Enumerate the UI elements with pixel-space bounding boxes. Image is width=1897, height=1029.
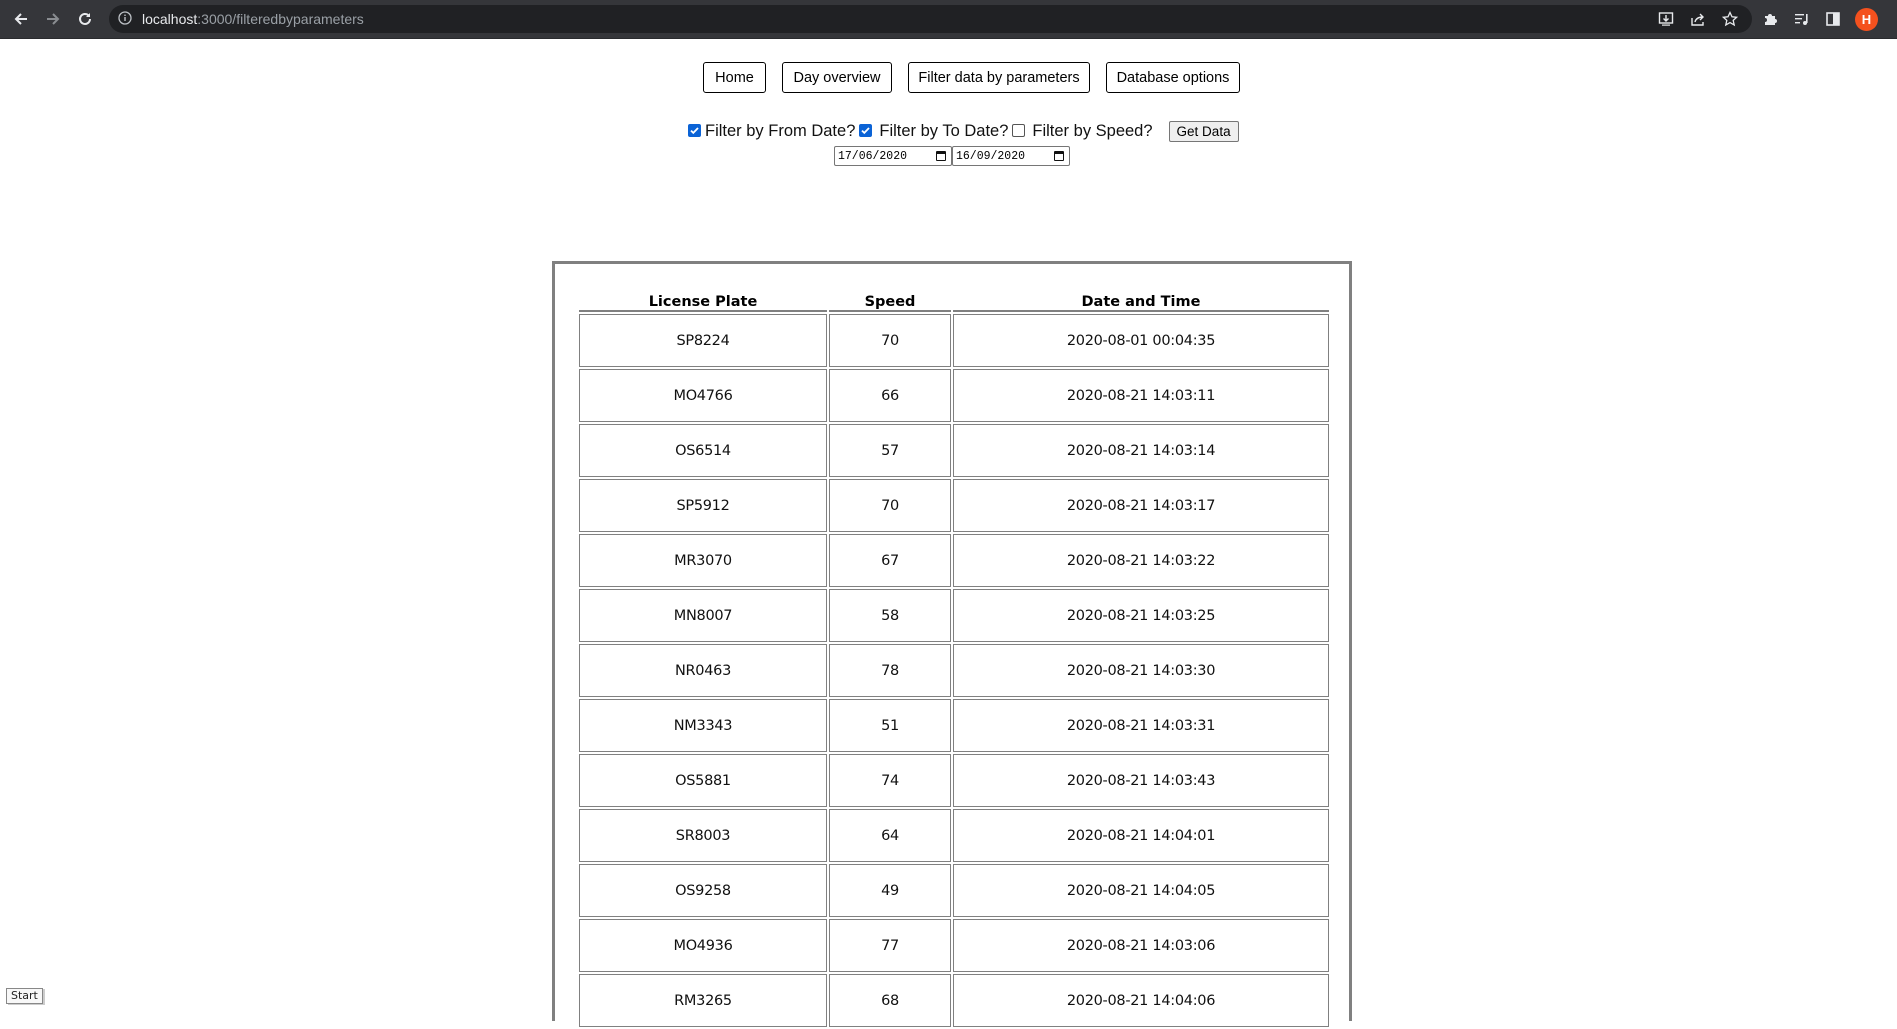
cell-license-plate: MN8007	[579, 589, 827, 642]
browser-toolbar	[0, 0, 1897, 39]
speed-label: Filter by Speed?	[1032, 121, 1153, 140]
table-row	[579, 424, 1329, 477]
table-row	[579, 974, 1329, 1027]
bookmark-star-icon[interactable]	[1719, 8, 1741, 30]
cell-speed: 74	[829, 754, 951, 807]
cell-license-plate: NR0463	[579, 644, 827, 697]
side-panel-icon[interactable]	[1822, 8, 1844, 30]
filter-data-button[interactable]: Filter data by parameters	[908, 62, 1090, 93]
cell-license-plate: OS9258	[579, 864, 827, 917]
cell-date-time: 2020-08-21 14:03:25	[953, 589, 1329, 642]
to-date-checkbox[interactable]	[859, 124, 872, 137]
cell-date-time: 2020-08-21 14:04:05	[953, 864, 1329, 917]
cell-speed: 58	[829, 589, 951, 642]
table-row	[579, 479, 1329, 532]
cell-date-time: 2020-08-21 14:03:06	[953, 919, 1329, 972]
calendar-icon[interactable]	[1054, 151, 1064, 161]
table-row	[579, 919, 1329, 972]
from-date-label: Filter by From Date?	[705, 121, 856, 140]
url-text	[142, 11, 364, 27]
media-control-icon[interactable]	[1791, 8, 1813, 30]
site-info-icon[interactable]	[118, 11, 132, 25]
forward-icon[interactable]	[42, 8, 64, 30]
cell-license-plate: SP5912	[579, 479, 827, 532]
url-path: :3000/filteredbyparameters	[197, 11, 364, 27]
to-date-label: Filter by To Date?	[879, 121, 1009, 140]
cell-license-plate: RM3265	[579, 974, 827, 1027]
to-date-value: 16/09/2020	[956, 149, 1026, 163]
calendar-icon[interactable]	[936, 151, 946, 161]
cell-speed: 77	[829, 919, 951, 972]
cell-speed: 57	[829, 424, 951, 477]
cell-date-time: 2020-08-21 14:03:31	[953, 699, 1329, 752]
table-row	[579, 314, 1329, 367]
status-tooltip: Start	[6, 988, 43, 1004]
cell-speed: 51	[829, 699, 951, 752]
cell-speed: 64	[829, 809, 951, 862]
table-header-row	[579, 288, 1329, 312]
cell-date-time: 2020-08-21 14:03:22	[953, 534, 1329, 587]
cell-speed: 70	[829, 479, 951, 532]
profile-avatar[interactable]: H	[1855, 8, 1878, 31]
cell-speed: 66	[829, 369, 951, 422]
speed-checkbox[interactable]	[1012, 124, 1025, 137]
table-row	[579, 589, 1329, 642]
header-speed: Speed	[829, 288, 951, 312]
cell-date-time: 2020-08-01 00:04:35	[953, 314, 1329, 367]
checkmark-icon	[861, 126, 870, 135]
table-row	[579, 534, 1329, 587]
from-date-input[interactable]	[834, 146, 952, 166]
cell-license-plate: SR8003	[579, 809, 827, 862]
share-icon[interactable]	[1687, 8, 1709, 30]
cell-date-time: 2020-08-21 14:04:06	[953, 974, 1329, 1027]
from-date-checkbox[interactable]	[688, 124, 701, 137]
cell-date-time: 2020-08-21 14:03:30	[953, 644, 1329, 697]
day-overview-button[interactable]: Day overview	[782, 62, 892, 93]
from-date-value: 17/06/2020	[838, 149, 908, 163]
date-inputs	[834, 146, 1070, 166]
page-nav	[0, 62, 1897, 96]
cell-speed: 70	[829, 314, 951, 367]
checkmark-icon	[690, 126, 699, 135]
cell-speed: 67	[829, 534, 951, 587]
cell-speed: 49	[829, 864, 951, 917]
get-data-button[interactable]: Get Data	[1169, 121, 1239, 142]
header-date-time: Date and Time	[953, 288, 1329, 312]
home-button[interactable]: Home	[703, 62, 766, 93]
header-license-plate: License Plate	[579, 288, 827, 312]
cell-date-time: 2020-08-21 14:04:01	[953, 809, 1329, 862]
address-bar[interactable]	[109, 5, 1752, 33]
database-options-button[interactable]: Database options	[1106, 62, 1240, 93]
table-row	[579, 644, 1329, 697]
cell-date-time: 2020-08-21 14:03:43	[953, 754, 1329, 807]
filter-controls	[688, 120, 1239, 142]
cell-speed: 78	[829, 644, 951, 697]
to-date-input[interactable]	[952, 146, 1070, 166]
url-host: localhost	[142, 11, 198, 27]
cell-date-time: 2020-08-21 14:03:14	[953, 424, 1329, 477]
cell-license-plate: OS6514	[579, 424, 827, 477]
cell-license-plate: MO4936	[579, 919, 827, 972]
cell-license-plate: NM3343	[579, 699, 827, 752]
table-row	[579, 809, 1329, 862]
cell-speed: 68	[829, 974, 951, 1027]
results-container	[552, 261, 1352, 1021]
cell-license-plate: MO4766	[579, 369, 827, 422]
table-row	[579, 754, 1329, 807]
back-icon[interactable]	[10, 8, 32, 30]
cell-license-plate: SP8224	[579, 314, 827, 367]
extensions-icon[interactable]	[1759, 8, 1781, 30]
table-row	[579, 699, 1329, 752]
cell-license-plate: MR3070	[579, 534, 827, 587]
cell-date-time: 2020-08-21 14:03:17	[953, 479, 1329, 532]
results-table	[577, 286, 1331, 1029]
reload-icon[interactable]	[74, 8, 96, 30]
table-row	[579, 369, 1329, 422]
cell-date-time: 2020-08-21 14:03:11	[953, 369, 1329, 422]
cell-license-plate: OS5881	[579, 754, 827, 807]
table-row	[579, 864, 1329, 917]
install-app-icon[interactable]	[1655, 8, 1677, 30]
